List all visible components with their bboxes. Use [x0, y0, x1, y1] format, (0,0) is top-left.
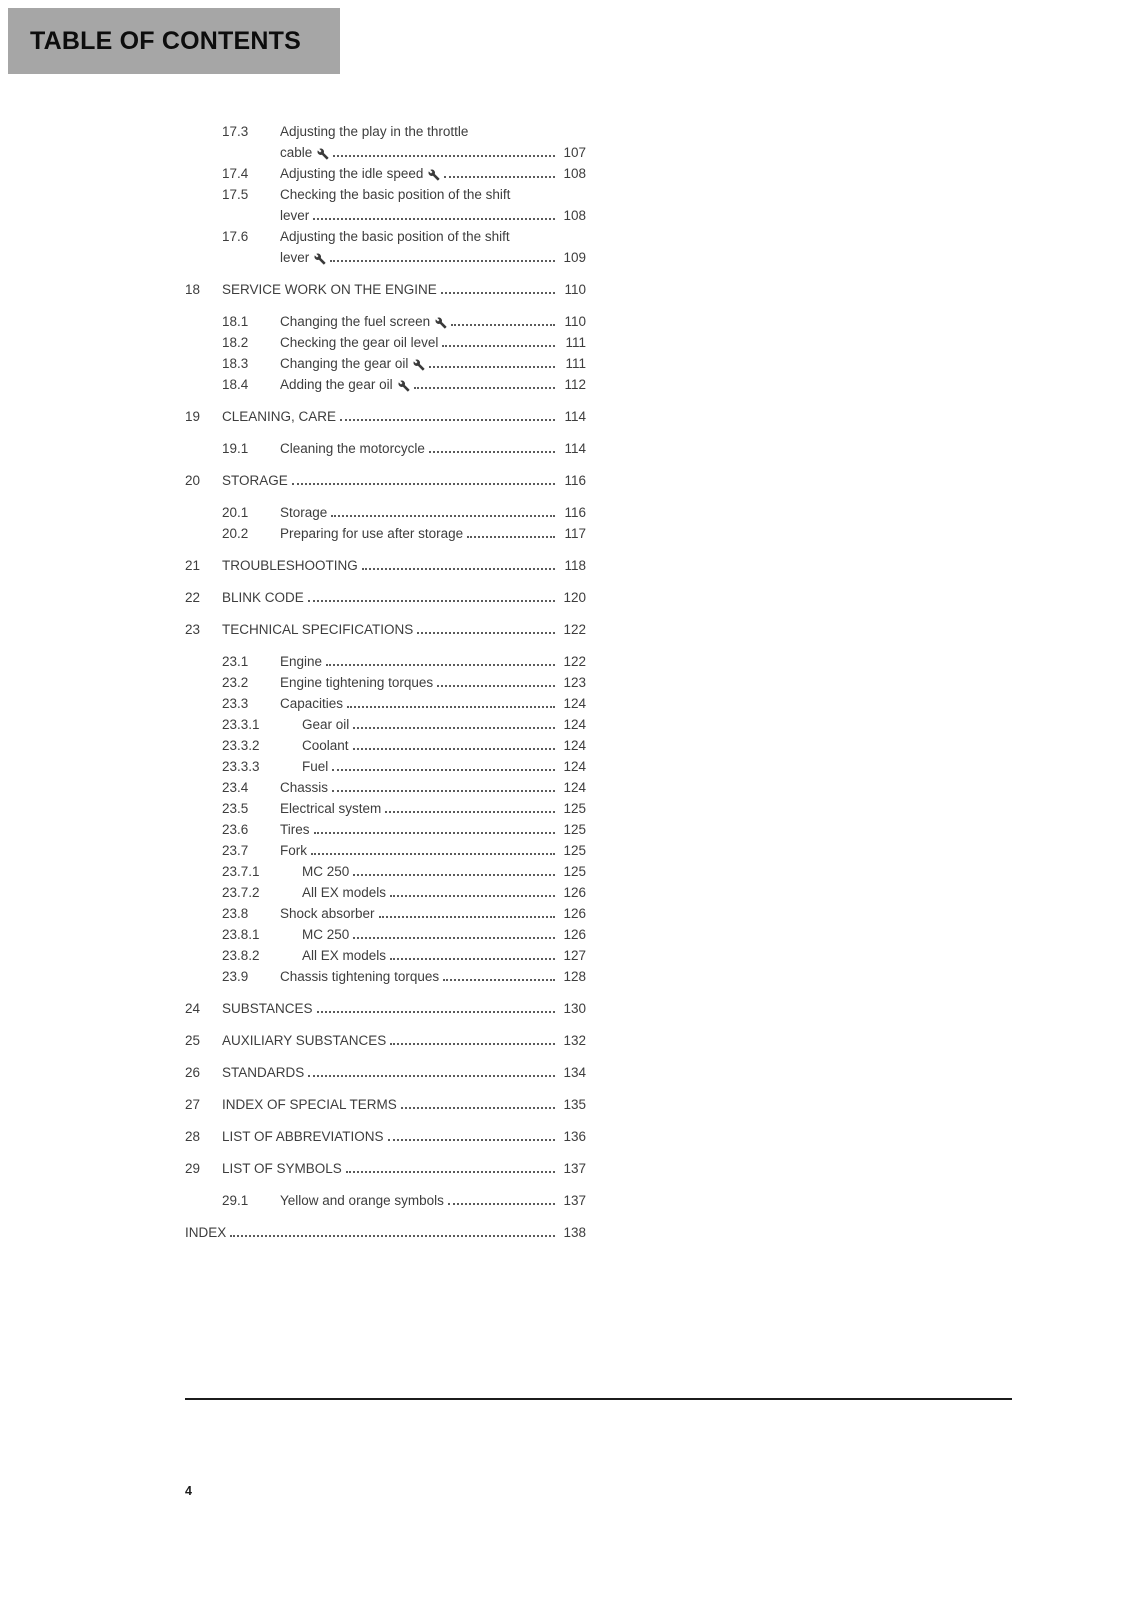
toc-entry-number: 20 [185, 473, 201, 488]
toc-entry-page: 128 [563, 969, 586, 984]
toc-entry-page: 118 [564, 558, 586, 573]
dot-leader [448, 1203, 555, 1205]
wrench-icon [314, 253, 326, 265]
toc-entry-page: 126 [563, 927, 586, 942]
dot-leader [292, 483, 555, 485]
toc-entry[interactable] [185, 693, 586, 714]
toc-entry[interactable] [185, 714, 586, 735]
toc-entry-page: 107 [563, 145, 586, 160]
toc-entry-page: 125 [563, 801, 586, 816]
toc-entry-title: Adjusting the basic position of the shift [280, 229, 510, 244]
toc-entry-page: 124 [563, 780, 586, 795]
footer-page-number: 4 [185, 1484, 192, 1498]
toc-entry-page: 124 [563, 738, 586, 753]
toc-entry-page: 109 [563, 250, 586, 265]
toc-entry-title: Cleaning the motorcycle [280, 441, 425, 456]
toc-entry-title: AUXILIARY SUBSTANCES [222, 1033, 387, 1048]
toc-entry[interactable] [185, 945, 586, 966]
page-title: TABLE OF CONTENTS [30, 26, 301, 55]
toc-entry-number: 21 [185, 558, 201, 573]
dot-leader [332, 790, 555, 792]
toc-entry-title: Storage [280, 505, 328, 520]
dot-leader [314, 832, 556, 834]
toc-entry-title-continued: lever [280, 250, 310, 265]
toc-entry[interactable] [185, 163, 586, 184]
toc-entry[interactable] [185, 311, 586, 332]
toc-entry-number: 27 [185, 1097, 201, 1112]
toc-entry-number: 23.3.3 [222, 759, 260, 774]
dot-leader [414, 387, 555, 389]
toc-entry-page: 114 [564, 409, 586, 424]
toc-entry-page: 126 [563, 906, 586, 921]
toc-entry-number: 19.1 [222, 441, 249, 456]
toc-entry-title-continued: cable [280, 145, 313, 160]
toc-entry[interactable] [185, 1062, 586, 1083]
toc-entry[interactable] [185, 1222, 586, 1243]
toc-entry-title: Checking the basic position of the shift [280, 187, 511, 202]
toc-entry-page: 125 [563, 822, 586, 837]
dot-leader [346, 1171, 555, 1173]
toc-entry-page: 137 [563, 1193, 586, 1208]
dot-leader [429, 451, 555, 453]
dot-leader [230, 1235, 555, 1237]
toc-entry-title-continued: lever [280, 208, 310, 223]
toc-entry-title: Chassis tightening torques [280, 969, 440, 984]
toc-entry-page: 126 [563, 885, 586, 900]
toc-entry-title: Fork [280, 843, 307, 858]
dot-leader [333, 155, 555, 157]
dot-leader [308, 600, 555, 602]
toc-entry-number: 24 [185, 1001, 201, 1016]
toc-entry-page: 116 [564, 505, 586, 520]
toc-entry-title: SUBSTANCES [222, 1001, 313, 1016]
toc-entry-number: 23.7.1 [222, 864, 260, 879]
toc-entry-title: Adding the gear oil [280, 377, 393, 392]
toc-entry-title: Capacities [280, 696, 344, 711]
toc-entry-page: 122 [563, 654, 586, 669]
dot-leader [390, 895, 555, 897]
toc-entry-page: 111 [565, 356, 586, 371]
toc-entry[interactable] [185, 798, 586, 819]
wrench-icon [435, 317, 447, 329]
toc-entry-title: MC 250 [302, 864, 350, 879]
toc-entry-number: 23.8.1 [222, 927, 260, 942]
toc-entry[interactable] [185, 966, 586, 987]
toc-entry-title: Shock absorber [280, 906, 375, 921]
wrench-icon [428, 169, 440, 181]
dot-leader [441, 292, 555, 294]
toc-entry-title: All EX models [302, 885, 387, 900]
toc-entry-title: Engine [280, 654, 323, 669]
page-header-banner [8, 8, 340, 74]
toc-entry[interactable] [185, 619, 586, 640]
toc-entry-number: 23.3 [222, 696, 249, 711]
toc-entry[interactable] [185, 903, 586, 924]
toc-entry[interactable] [185, 998, 586, 1019]
toc-entry-page: 110 [564, 314, 586, 329]
dot-leader [347, 706, 555, 708]
toc-entry-title: Coolant [302, 738, 349, 753]
toc-entry-title: Fuel [302, 759, 329, 774]
toc-entry[interactable] [185, 332, 586, 353]
dot-leader [429, 366, 555, 368]
dot-leader [340, 419, 555, 421]
toc-entry-title: Tires [280, 822, 310, 837]
toc-entry[interactable] [185, 353, 586, 374]
dot-leader [353, 937, 555, 939]
toc-entry-title: Preparing for use after storage [280, 526, 464, 541]
dot-leader [444, 176, 555, 178]
dot-leader [330, 260, 555, 262]
toc-entry-number: 18 [185, 282, 201, 297]
toc-entry-number: 29 [185, 1161, 201, 1176]
dot-leader [417, 632, 555, 634]
toc-entry[interactable] [185, 1158, 586, 1179]
toc-entry-number: 23.8 [222, 906, 249, 921]
toc-entry-title: Gear oil [302, 717, 350, 732]
toc-entry[interactable] [185, 756, 586, 777]
toc-entry[interactable] [185, 672, 586, 693]
dot-leader [362, 568, 555, 570]
dot-leader [437, 685, 555, 687]
toc-entry-page: 136 [563, 1129, 586, 1144]
dot-leader [313, 218, 555, 220]
toc-entry[interactable] [185, 555, 586, 576]
toc-entry-title: MC 250 [302, 927, 350, 942]
dot-leader [332, 769, 555, 771]
toc-entry-page: 135 [563, 1097, 586, 1112]
toc-entry-page: 137 [563, 1161, 586, 1176]
toc-entry[interactable] [185, 1190, 586, 1211]
toc-entry-number: 23.6 [222, 822, 249, 837]
toc-list [185, 121, 586, 1243]
toc-entry[interactable] [185, 777, 586, 798]
toc-entry[interactable] [185, 735, 586, 756]
toc-entry[interactable] [185, 121, 586, 163]
toc-entry-title: INDEX [185, 1225, 227, 1240]
toc-entry-page: 108 [563, 208, 586, 223]
toc-entry-title: Yellow and orange symbols [280, 1193, 444, 1208]
toc-entry-page: 114 [564, 441, 586, 456]
dot-leader [317, 1011, 555, 1013]
toc-entry-title: LIST OF ABBREVIATIONS [222, 1129, 384, 1144]
toc-entry-number: 18.2 [222, 335, 249, 350]
toc-entry[interactable] [185, 651, 586, 672]
toc-entry-page: 130 [563, 1001, 586, 1016]
dot-leader [443, 979, 555, 981]
wrench-icon [317, 148, 329, 160]
toc-entry-page: 122 [563, 622, 586, 637]
dot-leader [467, 536, 555, 538]
toc-entry-page: 108 [563, 166, 586, 181]
dot-leader [379, 916, 555, 918]
toc-entry-page: 125 [563, 843, 586, 858]
toc-entry-title: BLINK CODE [222, 590, 304, 605]
toc-entry-title: Chassis [280, 780, 329, 795]
toc-entry[interactable] [185, 438, 586, 459]
toc-entry-number: 28 [185, 1129, 201, 1144]
toc-entry[interactable] [185, 502, 586, 523]
toc-entry-page: 123 [563, 675, 586, 690]
toc-entry-number: 18.1 [222, 314, 249, 329]
toc-entry[interactable] [185, 819, 586, 840]
toc-entry-page: 134 [563, 1065, 586, 1080]
toc-entry-number: 20.2 [222, 526, 249, 541]
dot-leader [353, 727, 555, 729]
toc-entry-title: INDEX OF SPECIAL TERMS [222, 1097, 397, 1112]
toc-entry-number: 23.3.1 [222, 717, 260, 732]
dot-leader [311, 853, 555, 855]
dot-leader [442, 345, 555, 347]
wrench-icon [398, 380, 410, 392]
toc-entry-number: 20.1 [222, 505, 249, 520]
dot-leader [401, 1107, 555, 1109]
toc-entry-page: 117 [564, 526, 586, 541]
toc-entry-title: TECHNICAL SPECIFICATIONS [222, 622, 414, 637]
toc-entry-title: LIST OF SYMBOLS [222, 1161, 342, 1176]
toc-entry-number: 23.5 [222, 801, 249, 816]
dot-leader [353, 748, 555, 750]
toc-entry[interactable] [185, 882, 586, 903]
toc-entry-number: 23.3.2 [222, 738, 260, 753]
toc-entry-title: TROUBLESHOOTING [222, 558, 358, 573]
toc-entry-title: Changing the fuel screen [280, 314, 431, 329]
toc-entry[interactable] [185, 226, 586, 268]
toc-entry-number: 23.8.2 [222, 948, 260, 963]
dot-leader [385, 811, 555, 813]
toc-entry-number: 25 [185, 1033, 201, 1048]
toc-entry-title: Adjusting the idle speed [280, 166, 424, 181]
toc-entry[interactable] [185, 470, 586, 491]
toc-entry[interactable] [185, 1030, 586, 1051]
toc-entry-page: 124 [563, 759, 586, 774]
toc-entry-number: 23 [185, 622, 201, 637]
toc-entry-number: 17.5 [222, 187, 249, 202]
toc-entry-page: 124 [563, 696, 586, 711]
toc-entry-title: Engine tightening torques [280, 675, 434, 690]
toc-entry-number: 23.2 [222, 675, 249, 690]
toc-entry-title: SERVICE WORK ON THE ENGINE [222, 282, 437, 297]
toc-entry-title: STORAGE [222, 473, 288, 488]
toc-entry[interactable] [185, 406, 586, 427]
toc-entry-title: Adjusting the play in the throttle [280, 124, 469, 139]
toc-entry[interactable] [185, 861, 586, 882]
toc-entry-title: CLEANING, CARE [222, 409, 337, 424]
toc-entry-page: 138 [563, 1225, 586, 1240]
toc-entry-page: 110 [564, 282, 586, 297]
toc-entry[interactable] [185, 1126, 586, 1147]
toc-entry[interactable] [185, 840, 586, 861]
toc-entry-number: 18.4 [222, 377, 249, 392]
toc-entry-title: STANDARDS [222, 1065, 305, 1080]
toc-entry-page: 111 [565, 335, 586, 350]
dot-leader [331, 515, 555, 517]
toc-entry-number: 22 [185, 590, 201, 605]
toc-entry-number: 23.7.2 [222, 885, 260, 900]
toc-entry-number: 23.1 [222, 654, 249, 669]
toc-entry-number: 23.7 [222, 843, 249, 858]
toc-entry[interactable] [185, 184, 586, 226]
toc-entry-number: 17.6 [222, 229, 249, 244]
toc-entry-page: 125 [563, 864, 586, 879]
wrench-icon [413, 359, 425, 371]
dot-leader [308, 1075, 555, 1077]
dot-leader [390, 1043, 555, 1045]
toc-entry-page: 112 [564, 377, 586, 392]
toc-entry-number: 17.3 [222, 124, 249, 139]
toc-entry-title: Changing the gear oil [280, 356, 409, 371]
dot-leader [390, 958, 555, 960]
toc-entry-number: 26 [185, 1065, 201, 1080]
footer-divider [185, 1398, 1012, 1400]
toc-entry[interactable] [185, 374, 586, 395]
dot-leader [451, 324, 555, 326]
toc-entry-number: 17.4 [222, 166, 249, 181]
toc-entry[interactable] [185, 279, 586, 300]
dot-leader [353, 874, 555, 876]
toc-entry-number: 19 [185, 409, 201, 424]
toc-entry-page: 120 [563, 590, 586, 605]
toc-entry-page: 124 [563, 717, 586, 732]
toc-entry[interactable] [185, 924, 586, 945]
toc-entry-title: All EX models [302, 948, 387, 963]
toc-entry-page: 127 [563, 948, 586, 963]
toc-entry-page: 116 [564, 473, 586, 488]
toc-entry-number: 23.9 [222, 969, 249, 984]
toc-entry[interactable] [185, 523, 586, 544]
dot-leader [388, 1139, 555, 1141]
toc-entry[interactable] [185, 587, 586, 608]
toc-entry[interactable] [185, 1094, 586, 1115]
toc-entry-number: 18.3 [222, 356, 249, 371]
dot-leader [326, 664, 555, 666]
toc-entry-page: 132 [563, 1033, 586, 1048]
toc-entry-title: Checking the gear oil level [280, 335, 439, 350]
toc-entry-number: 29.1 [222, 1193, 249, 1208]
toc-entry-number: 23.4 [222, 780, 249, 795]
toc-entry-title: Electrical system [280, 801, 382, 816]
